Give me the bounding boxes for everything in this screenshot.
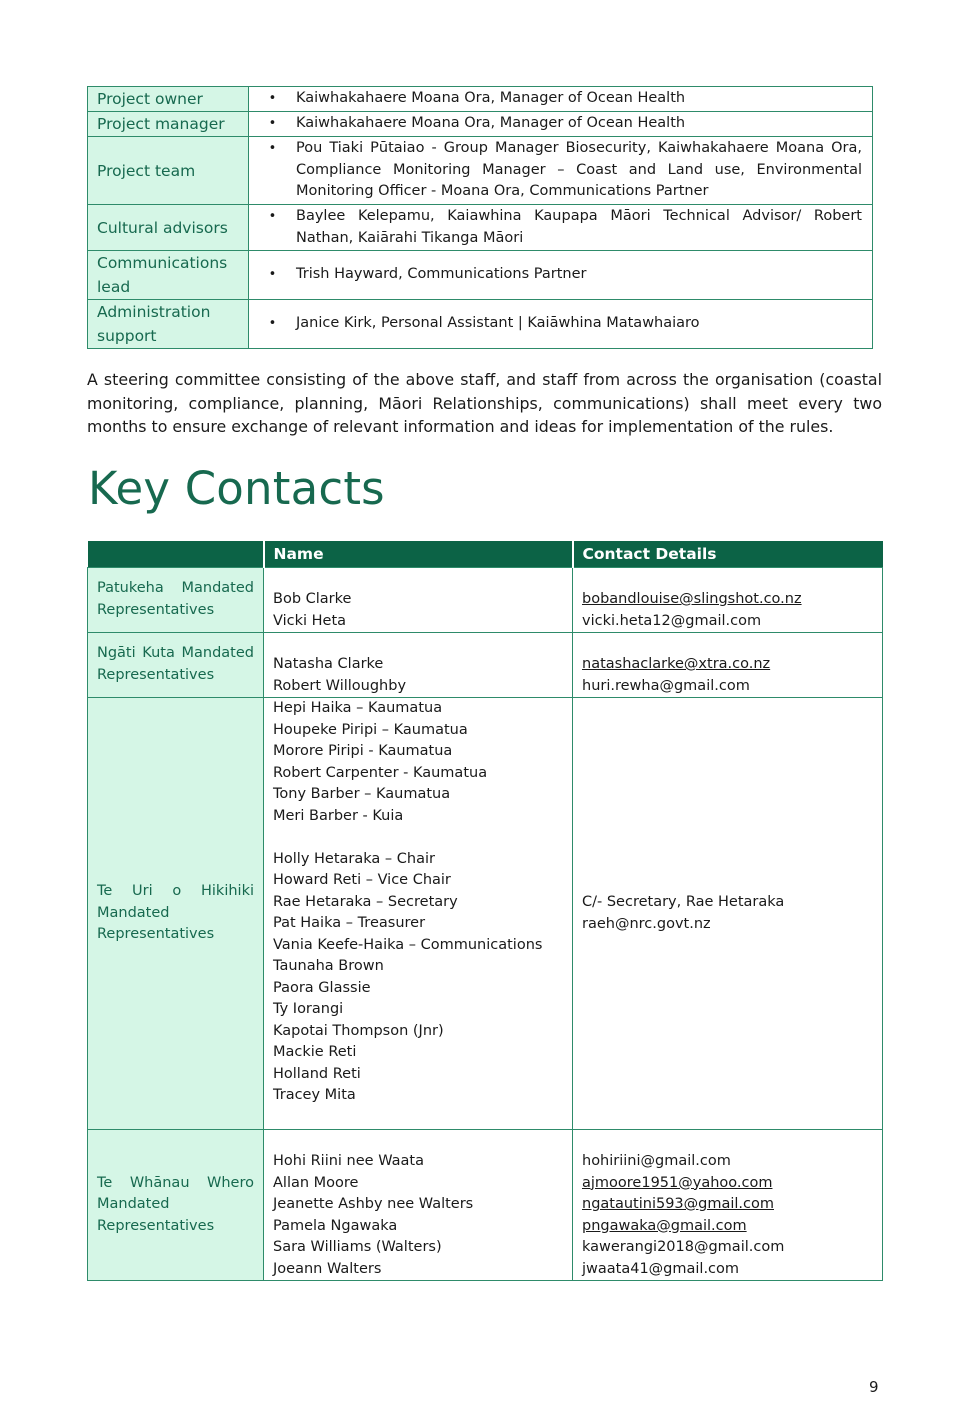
contact-name: Holly Hetaraka – Chair	[273, 850, 435, 867]
contact-name: Holland Reti	[273, 1065, 361, 1082]
role-value: Janice Kirk, Personal Assistant | Kaiāwhina Matawhaiaro	[296, 315, 700, 332]
page-title: Key Contacts	[88, 462, 385, 515]
column-header-group	[88, 541, 264, 568]
email-link[interactable]: ajmoore1951@yahoo.com	[582, 1174, 773, 1191]
role-value: Trish Hayward, Communications Partner	[296, 266, 587, 283]
role-label: Project manager	[88, 112, 249, 137]
table-row	[88, 251, 873, 300]
group-label: Te Whānau Whero Mandated Representatives	[88, 1130, 264, 1281]
bullet-icon: •	[268, 267, 277, 283]
contact-name: Robert Willoughby	[273, 677, 407, 694]
blank-line	[273, 827, 564, 849]
bullet-icon: •	[268, 209, 277, 224]
group-label: Patukeha Mandated Representatives	[88, 568, 264, 633]
contact-name: Bob Clarke	[273, 591, 352, 607]
role-label: Cultural advisors	[88, 205, 249, 251]
contact-name: Pamela Ngawaka	[273, 1217, 398, 1234]
contact-name: Vicki Heta	[273, 612, 347, 629]
contact-name: Joeann Walters	[273, 1260, 382, 1277]
contact-name: Morore Piripi - Kaumatua	[273, 743, 453, 759]
contact-name: Pat Haika – Treasurer	[273, 915, 426, 931]
table-row	[88, 137, 873, 205]
contact-name: Rae Hetaraka – Secretary	[273, 893, 458, 910]
contact-name: Sara Williams (Walters)	[273, 1239, 442, 1255]
email-link[interactable]: ngatautini593@gmail.com	[582, 1196, 774, 1212]
role-label: Communications lead	[88, 251, 249, 300]
table-row	[88, 300, 873, 349]
column-header-name: Name	[264, 541, 573, 568]
table-row	[88, 698, 883, 1130]
contact-detail: hohiriini@gmail.com	[582, 1153, 731, 1169]
contact-name: Robert Carpenter - Kaumatua	[273, 764, 488, 781]
contact-name: Paora Glassie	[273, 979, 371, 996]
role-value: Kaiwhakahaere Moana Ora, Manager of Ocean Health	[296, 90, 686, 107]
table-row	[88, 568, 883, 633]
role-label: Administration support	[88, 300, 249, 349]
contact-detail: jwaata41@gmail.com	[582, 1260, 740, 1277]
contact-detail: C/- Secretary, Rae Hetaraka	[582, 894, 785, 910]
role-label: Project team	[88, 137, 249, 205]
contact-name: Allan Moore	[273, 1174, 359, 1191]
contact-name: Jeanette Ashby nee Walters	[273, 1196, 474, 1212]
bullet-icon: •	[268, 116, 277, 132]
contact-name: Howard Reti – Vice Chair	[273, 872, 451, 888]
contact-name: Meri Barber - Kuia	[273, 807, 404, 824]
contact-name: Houpeke Piripi – Kaumatua	[273, 721, 468, 738]
role-value: Pou Tiaki Pūtaiao - Group Manager Biosecurity, Kaiwhakahaere Moana Ora, Compliance Monitoring Manager – Coast and Land use, Environmental Monitoring Officer - Moana Ora, Communications Partner	[296, 140, 862, 200]
role-value: Kaiwhakahaere Moana Ora, Manager of Ocean Health	[296, 115, 686, 132]
steering-committee-paragraph: A steering committee consisting of the above staff, and staff from across the organisation (coastal monitoring, compliance, planning, Māori Relationships, communications) shall meet every two months to ensure exchange of relevant information and ideas for implementation of the rules.	[87, 370, 882, 437]
table-row	[88, 633, 883, 698]
table-row	[88, 205, 873, 251]
group-label: Ngāti Kuta Mandated Representatives	[88, 633, 264, 698]
table-row	[88, 1130, 883, 1281]
bullet-icon: •	[268, 91, 277, 107]
bullet-icon: •	[268, 141, 277, 157]
email-link[interactable]: natashaclarke@xtra.co.nz	[582, 656, 771, 672]
role-value: Baylee Kelepamu, Kaiawhina Kaupapa Māori Technical Advisor/ Robert Nathan, Kaiārahi Tikanga Māori	[296, 208, 862, 246]
column-header-contact-details: Contact Details	[573, 541, 883, 568]
contact-detail: kawerangi2018@gmail.com	[582, 1239, 785, 1255]
contact-detail: raeh@nrc.govt.nz	[582, 915, 711, 932]
contact-name: Vania Keefe-Haika – Communications	[273, 936, 543, 953]
role-label: Project owner	[88, 87, 249, 112]
email-link[interactable]: bobandlouise@slingshot.co.nz	[582, 591, 802, 607]
contact-name: Mackie Reti	[273, 1044, 357, 1060]
contact-detail: huri.rewha@gmail.com	[582, 677, 750, 694]
page-number: 9	[869, 1378, 879, 1396]
contact-name: Natasha Clarke	[273, 656, 384, 672]
contact-name: Hohi Riini nee Waata	[273, 1153, 424, 1169]
contact-name: Hepi Haika – Kaumatua	[273, 700, 443, 716]
table-row	[88, 112, 873, 137]
table-header-row	[88, 541, 883, 568]
contact-name: Tony Barber – Kaumatua	[273, 786, 451, 802]
group-label: Te Uri o Hikihiki Mandated Representatives	[88, 698, 264, 1130]
table-row	[88, 87, 873, 112]
contact-name: Kapotai Thompson (Jnr)	[273, 1022, 444, 1039]
bullet-icon: •	[268, 316, 277, 332]
contact-name: Tracey Mita	[273, 1087, 356, 1103]
email-link[interactable]: pngawaka@gmail.com	[582, 1217, 747, 1234]
key-contacts-table	[87, 541, 883, 1281]
contact-detail: vicki.heta12@gmail.com	[582, 612, 762, 629]
project-roles-table	[87, 86, 873, 349]
contact-name: Ty Iorangi	[273, 1001, 344, 1017]
contact-name: Taunaha Brown	[273, 958, 384, 974]
